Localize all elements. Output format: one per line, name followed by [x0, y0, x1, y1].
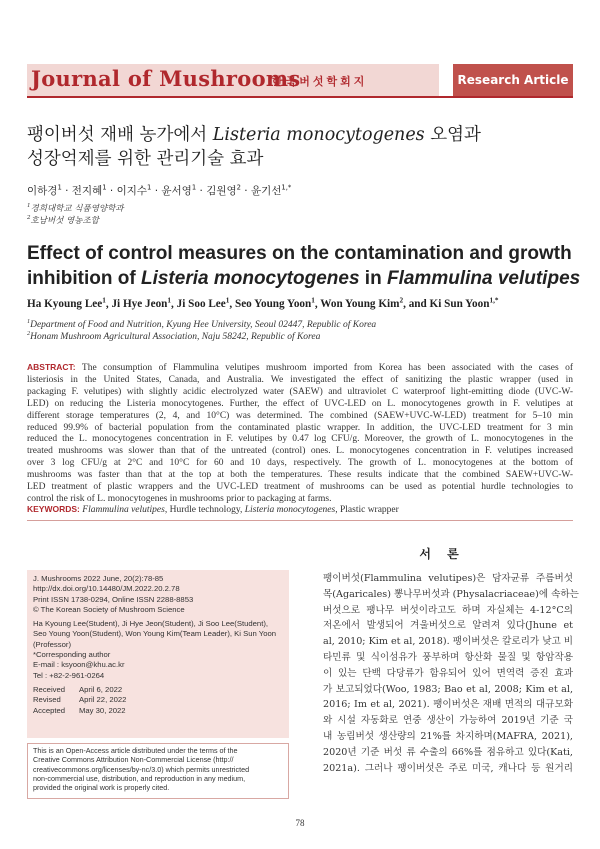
english-author: Ki Sun Yoon	[429, 298, 490, 310]
revised-date: April 22, 2022	[79, 695, 127, 705]
korean-title-part: 오염과	[424, 125, 481, 145]
keyword: Plastic wrapper	[339, 505, 399, 515]
english-title: Effect of control measures on the contamination and growth inhibition of Listeria monocytogenes in Flammulina velutipes	[27, 243, 581, 289]
revised-label: Revised	[33, 695, 61, 705]
korean-author: 김원영	[206, 185, 237, 197]
english-author: Ji Soo Lee	[176, 298, 226, 310]
english-affiliation: Department of Food and Nutrition, Kyung Hee University, Seoul 02447, Republic of Korea	[30, 320, 377, 330]
korean-affiliations: $^1$경희대학교 식품영양학과 $^2$호남버섯 영농조합	[27, 203, 124, 226]
license-text: This is an Open-Access article distributed under the terms of the Creative Commons Attribution Non-Commercial License (http:// creativecommons.org/licenses/by-nc/3.0) which permits unrestricted non-commercial use, distribution, and reproduction in any medium, provided the original work is properly cited.	[33, 746, 250, 793]
keyword: Flammulina velutipes	[82, 505, 165, 515]
telephone: Tel : +82-2-961-0264	[33, 670, 105, 680]
korean-affiliation: 경희대학교 식품영양학과	[30, 204, 124, 214]
author-roles: Ha Kyoung Lee(Student), Ji Hye Jeon(Student), Ji Soo Lee(Student),	[33, 619, 269, 629]
received-label: Received	[33, 684, 66, 694]
citation: J. Mushrooms 2022 June, 20(2):78-85	[33, 574, 164, 583]
korean-authors: 이하경$^1$ · 전지혜$^1$ · 이지수$^1$ · 윤서영$^1$ · 김원영$^2$ · 윤기선$^{1,*}$	[27, 183, 292, 197]
corresponding-author: *Corresponding author	[33, 650, 111, 660]
keyword: Listeria monocytogenes	[244, 505, 336, 515]
doi-link[interactable]: http://dx.doi.org/10.14480/JM.2022.20.2.78	[33, 584, 180, 594]
journal-name: Journal of Mushrooms	[31, 66, 301, 91]
page-number: 78	[295, 818, 305, 828]
keyword: Hurdle technology	[169, 505, 240, 515]
korean-title-italic: Listeria monocytogenes	[212, 125, 425, 145]
accepted-label: Accepted	[33, 705, 66, 715]
article-info	[33, 574, 285, 716]
keywords-label: KEYWORDS:	[27, 504, 80, 514]
english-title-line1: Effect of control measures on the contamination and growth	[27, 243, 572, 264]
introduction-heading: 서 론	[419, 547, 465, 561]
korean-author: 전지혜	[71, 185, 103, 197]
korean-author: 윤서영	[161, 185, 192, 197]
english-title-italic: Flammulina velutipes	[386, 268, 581, 289]
korean-author: 이지수	[116, 185, 148, 197]
english-author: Ha Kyoung Lee	[27, 298, 103, 310]
english-author: Won Young Kim	[320, 298, 400, 310]
english-author: Ji Hye Jeon	[111, 298, 168, 310]
email[interactable]: E-mail : ksyoon@khu.ac.kr	[33, 660, 125, 670]
received-date: April 6, 2022	[79, 684, 123, 694]
author-roles: (Professor)	[33, 639, 72, 649]
keywords: KEYWORDS: Flammulina velutipes, Hurdle technology, Listeria monocytogenes, Plastic wrapper	[27, 504, 399, 515]
abstract-label: ABSTRACT:	[27, 362, 76, 372]
accepted-date: May 30, 2022	[79, 705, 126, 715]
journal-bar	[27, 64, 439, 96]
korean-author: 윤기선	[250, 185, 282, 197]
author-roles: Seo Young Yoon(Student), Won Young Kim(Team Leader), Ki Sun Yoon	[33, 629, 277, 639]
korean-title-line2: 성장억제를 위한 관리기술 효과	[27, 149, 264, 169]
introduction-text: 팽이버섯(Flammulina velutipes)은 담자균류 주름버섯 목(Agaricales) 뽕나무버섯과 (Physalacriaceae)에 속하는 버섯으로 팽나무 버섯이라고도 하며 자실체는 4-12°C의 저온에서 발생되어 겨울버섯으로 알려져 있다(Jhune et al, 2010; Kim et al, 2018). 팽이버섯은 칼로리가 낮고 비 타민류 및 식이섬유가 풍부하며 항산화 물질 및 항암작용 이 있는 단백 다당류가 함유되어 있어 면역력 증진 효과 가 보고되었다(Woo, 1983; Bao et al, 2008; Kim et al, 2016; Im et al, 2021). 팽이버섯은 재배 면적의 대규모화 와 시설 자동화로 연중 생산이 가능하여 2019년 기준 국 내 농림버섯 생산량의 21%를 차지하며(MAFRA, 2021), 2020년 기준 버섯 류 수출의 66%를 점유하고 있다(Kati, 2021a). 그러나 팽이버섯은 주로 미국, 캐나다 등 원거리	[323, 573, 579, 774]
korean-author: 이하경	[27, 185, 58, 197]
issn: Print ISSN 1738-0294, Online ISSN 2288-8853	[33, 594, 194, 604]
copyright: © The Korean Society of Mushroom Science	[33, 604, 185, 614]
keywords-divider	[27, 520, 573, 521]
english-affiliations: $^1$Department of Food and Nutrition, Kyung Hee University, Seoul 02447, Republic of Korea $^2$Honam Mushroom Agricultural Association, Naju 58242, Republic of Korea	[27, 318, 377, 342]
english-author: Seo Young Yoon	[234, 298, 312, 310]
english-affiliation: Honam Mushroom Agricultural Association, Naju 58242, Republic of Korea	[30, 332, 321, 342]
article-type-badge: Research Article	[453, 64, 573, 96]
english-authors: Ha Kyoung Lee$^1$, Ji Hye Jeon$^1$, Ji Soo Lee$^1$, Seo Young Yoon$^1$, Won Young Kim$^2$, and Ki Sun Yoon$^{1,*}$	[27, 296, 499, 310]
korean-title-part: 팽이버섯 재배 농가에서	[27, 125, 213, 145]
english-title-italic: Listeria monocytogenes	[140, 268, 360, 289]
korean-title	[27, 123, 567, 171]
korean-affiliation: 호남버섯 영농조합	[30, 216, 99, 226]
header-divider	[27, 96, 573, 98]
journal-korean-name: 한국버섯학회지	[272, 75, 368, 88]
journal-header	[27, 64, 573, 96]
abstract: ABSTRACT: The consumption of Flammulina velutipes mushroom imported from Korea has been associated with the cases of listeriosis in the United States, Canada, and Australia. We investigated the effect of sanitizing the plastic wrapper (used in packaging F. velutipes) with slightly acidic electrolyzed water (SAEW) and ultraviolet C waterproof light-emitting diode (UVC-W- LED) on reducing the Listeria monocytogenes. Further, the effect of UVC-LED on L. monocytogenes growth in F. velutipes at different storage temperatures (2, 4, and 10°C) was determined. The combined (SAEW+UVC-W-LED) treatment for 5–10 min reduced 99.9% of bacterial population from the contaminated plastic wrapper. In addition, the UVC-LED treatment for 3 min reduced the L. monocytogenes concentration in F. velutipes by 0.47 log CFU/g. Moreover, the growth of L. monocytogenes in the treated mushrooms was slower than that of the untreated (control) ones. L. monocytogenes concentration in F. velutipes increased over 3 log CFU/g at 2°C and 10°C for 60 and 10 days, respectively. The growth of L. monocytogenes at the bottom of mushrooms was faster than that at the top at both the temperatures. These results indicate that the combined SAEW+UVC-W- LED treatment of plastic wrappers and the UVC-LED treatment of mushrooms can be used as potential hurdle technologies to control the risk of L. monocytogenes in mushrooms prior to packaging at farms.	[27, 362, 573, 504]
